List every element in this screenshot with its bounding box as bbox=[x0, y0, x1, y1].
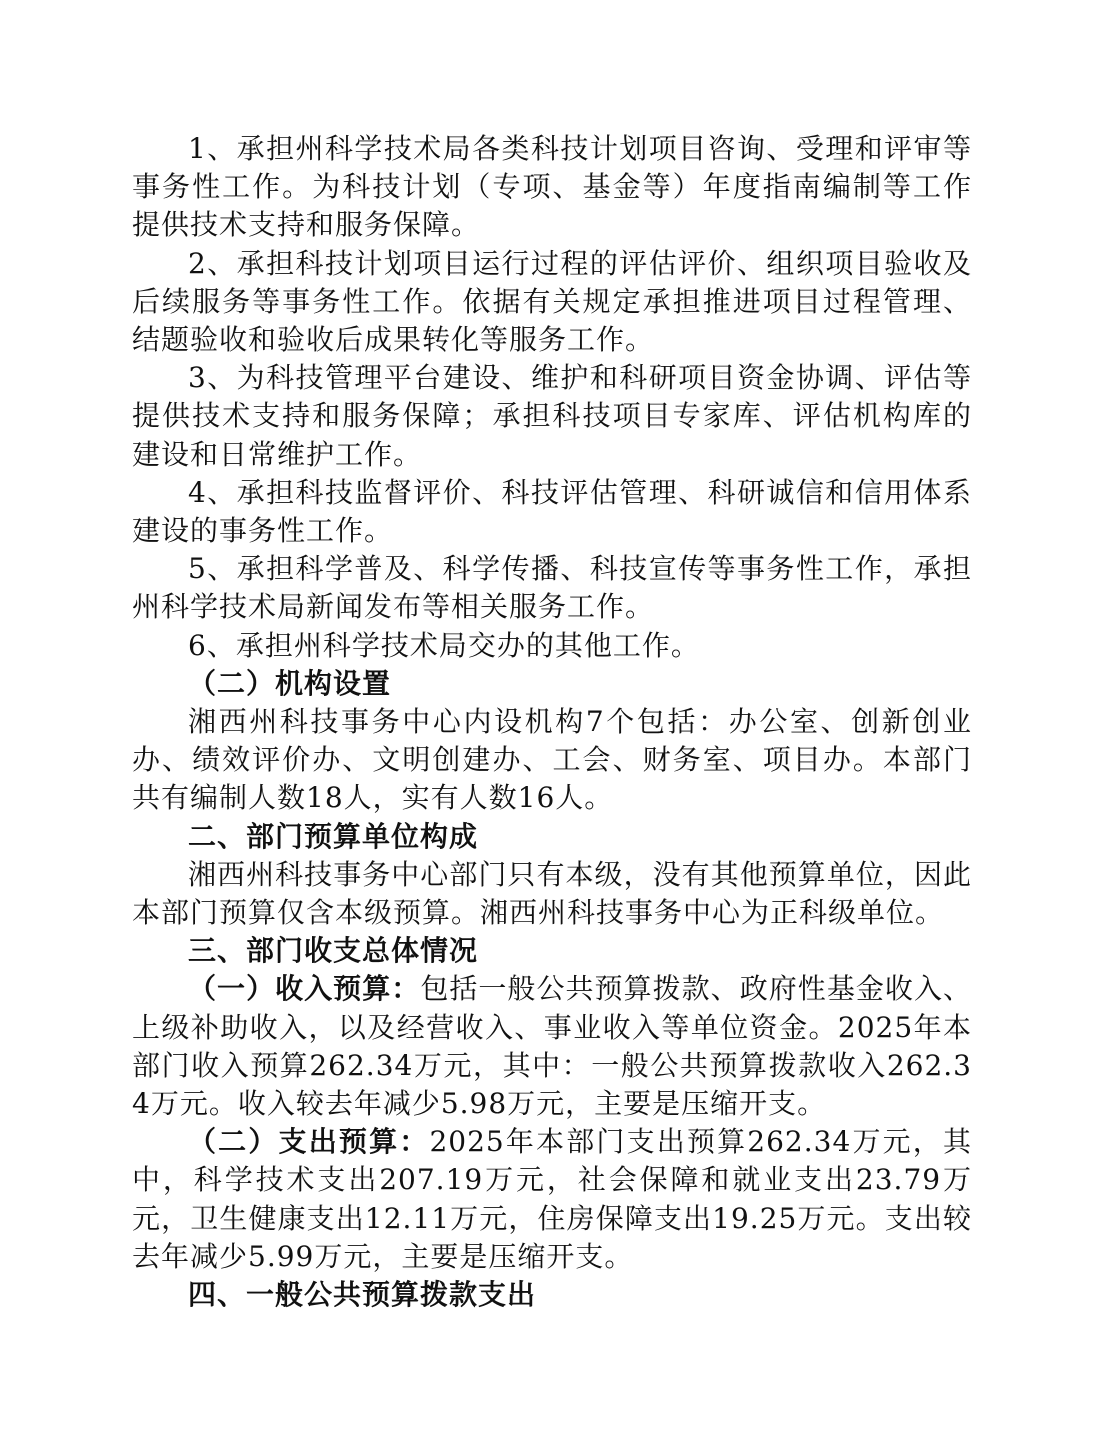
duty-item-1: 1、承担州科学技术局各类科技计划项目咨询、受理和评审等事务性工作。为科技计划（专项、基金等）年度指南编制等工作提供技术支持和服务保障。 bbox=[132, 132, 972, 242]
expense-paragraph bbox=[132, 1123, 972, 1276]
duty-item-4: 4、承担科技监督评价、科技评估管理、科研诚信和信用体系建设的事务性工作。 bbox=[132, 475, 972, 548]
section-3-heading: 三、部门收支总体情况 bbox=[188, 934, 479, 968]
duty-item-2: 2、承担科技计划项目运行过程的评估评价、组织项目验收及后续服务等事务性工作。依据有关规定承担推进项目过程管理、结题验收和验收后成果转化等服务工作。 bbox=[132, 246, 972, 357]
income-text: 包括一般公共预算拨款、政府性基金收入、上级补助收入，以及经营收入、事业收入等单位资金。2025年本部门收入预算262.34万元，其中：一般公共预算拨款收入262.34万元。收入较去年减少5.98万元，主要是压缩开支。 bbox=[132, 972, 972, 1121]
section-2-heading: 二、部门预算单位构成 bbox=[188, 819, 479, 853]
expense-lead: （二）支出预算： bbox=[188, 1125, 430, 1159]
section-2-text: 湘西州科技事务中心部门只有本级，没有其他预算单位，因此本部门预算仅含本级预算。湘西州科技事务中心为正科级单位。 bbox=[132, 857, 972, 930]
duty-item-3: 3、为科技管理平台建设、维护和科研项目资金协调、评估等提供技术支持和服务保障；承担科技项目专家库、评估机构库的建设和日常维护工作。 bbox=[132, 361, 972, 471]
duty-item-5: 5、承担科学普及、科学传播、科技宣传等事务性工作，承担州科学技术局新闻发布等相关服务工作。 bbox=[132, 552, 972, 624]
section-org-text: 湘西州科技事务中心内设机构7个包括：办公室、创新创业办、绩效评价办、文明创建办、工会、财务室、项目办。本部门共有编制人数18人，实有人数16人。 bbox=[132, 705, 972, 815]
section-4-heading: 四、一般公共预算拨款支出 bbox=[188, 1278, 537, 1312]
document-body bbox=[132, 130, 972, 1314]
section-org-heading: （二）机构设置 bbox=[188, 666, 392, 700]
income-lead: （一）收入预算： bbox=[188, 972, 421, 1006]
duty-item-6: 6、承担州科学技术局交办的其他工作。 bbox=[188, 628, 700, 662]
expense-text: 2025年本部门支出预算262.34万元，其中，科学技术支出207.19万元，社会保障和就业支出23.79万元，卫生健康支出12.11万元，住房保障支出19.25万元。支出较去年减少5.99万元，主要是压缩开支。 bbox=[132, 1125, 972, 1273]
income-paragraph bbox=[132, 970, 972, 1123]
